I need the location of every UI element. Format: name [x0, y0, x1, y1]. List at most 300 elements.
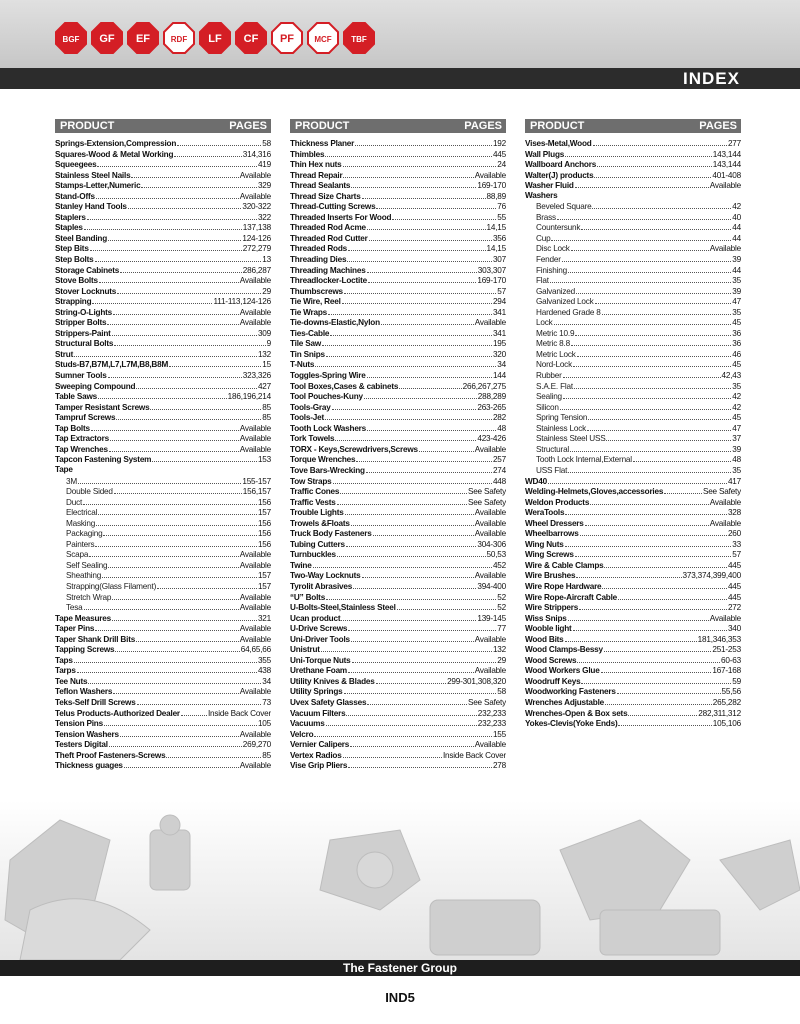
entry-product-name: Truck Body Fasteners: [290, 529, 372, 539]
dot-leader: [399, 381, 461, 389]
entry-pages: 39: [732, 255, 741, 265]
entry-product-name: Duct: [66, 497, 83, 507]
dot-leader: [74, 349, 257, 357]
dot-leader: [343, 159, 497, 167]
entry-pages: 265,282: [712, 697, 741, 707]
dot-leader: [554, 317, 732, 325]
dot-leader: [575, 549, 732, 557]
index-entry: [290, 286, 506, 297]
entry-pages: 157: [257, 508, 271, 518]
dot-leader: [343, 170, 473, 178]
index-entry: [290, 634, 506, 645]
entry-product-name: Cup: [536, 233, 551, 243]
entry-pages: 153: [257, 455, 271, 465]
entry-product-name: S.A.E. Flat: [536, 381, 573, 391]
index-entry: [290, 486, 506, 497]
entry-product-name: Wrenches-Open & Box sets: [525, 708, 628, 718]
entry-product-name: Tie Wraps: [290, 307, 328, 317]
index-entry: [55, 433, 271, 444]
dot-leader: [104, 718, 257, 726]
entry-product-name: Threaded Rods: [290, 244, 347, 254]
entry-pages: 167-168: [712, 666, 741, 676]
dot-leader: [99, 275, 239, 283]
index-subentry: [525, 454, 741, 465]
dot-leader: [664, 486, 702, 494]
index-subentry: [525, 222, 741, 233]
index-entry: [290, 760, 506, 771]
entry-pages: Available: [239, 634, 271, 644]
index-entry: [55, 676, 271, 687]
entry-pages: 303,307: [477, 265, 506, 275]
index-entry: [290, 518, 506, 529]
entry-product-name: Nord-Lock: [536, 360, 572, 370]
index-entry: [55, 423, 271, 434]
dot-leader: [314, 729, 492, 737]
entry-pages: 42: [732, 392, 741, 402]
index-entry: [55, 381, 271, 392]
entry-pages: 356: [492, 233, 506, 243]
index-entry: [290, 423, 506, 434]
dot-leader: [78, 476, 241, 484]
index-entry: [525, 634, 741, 645]
index-subentry: [55, 560, 271, 571]
entry-pages: 46: [732, 349, 741, 359]
entry-product-name: Ties-Cable: [290, 328, 330, 338]
index-subentry: [55, 486, 271, 497]
entry-pages: Available: [709, 244, 741, 254]
entry-pages: 48: [497, 423, 506, 433]
entry-pages: 57: [497, 286, 506, 296]
entry-pages: 44: [732, 233, 741, 243]
entry-product-name: Stover Locknuts: [55, 286, 117, 296]
index-entry: [525, 497, 741, 508]
entry-product-name: Wallboard Anchors: [525, 160, 597, 170]
entry-pages: 45: [732, 360, 741, 370]
entry-product-name: Ucan product: [290, 613, 341, 623]
index-entry: [290, 454, 506, 465]
index-entry: [290, 570, 506, 581]
dot-leader: [74, 655, 257, 663]
entry-product-name: Staplers: [55, 212, 86, 222]
entry-pages: Available: [239, 318, 271, 328]
entry-product-name: Tension Washers: [55, 729, 119, 739]
dot-leader: [113, 307, 239, 315]
dot-leader: [376, 201, 496, 209]
entry-pages: 88,89: [486, 191, 506, 201]
entry-product-name: Tamper Resistant Screws: [55, 402, 150, 412]
entry-pages: 45: [732, 413, 741, 423]
index-subentry: [525, 212, 741, 223]
dot-leader: [152, 454, 257, 462]
index-entry: [290, 180, 506, 191]
entry-pages: 260: [727, 529, 741, 539]
dot-leader: [321, 644, 492, 652]
entry-pages: 288,289: [477, 392, 506, 402]
dot-leader: [345, 507, 474, 515]
entry-pages: Available: [474, 444, 506, 454]
entry-pages: Available: [474, 740, 506, 750]
entry-pages: Available: [474, 508, 506, 518]
entry-pages: 52: [497, 592, 506, 602]
dot-leader: [376, 676, 446, 684]
entry-product-name: Telus Products-Authorized Dealer: [55, 708, 180, 718]
entry-product-name: Wire & Cable Clamps: [525, 560, 604, 570]
index-entry: [290, 222, 506, 233]
entry-product-name: Wire Brushes: [525, 571, 576, 581]
entry-product-name: Tape: [55, 464, 73, 474]
entry-pages: 156: [257, 539, 271, 549]
entry-product-name: Stainless Lock: [536, 423, 586, 433]
dot-leader: [577, 349, 732, 357]
entry-pages: Inside Back Cover: [207, 708, 271, 718]
dot-leader: [574, 381, 731, 389]
entry-product-name: U-Drive Screws: [290, 624, 348, 634]
entry-product-name: Tork Towels: [290, 434, 335, 444]
index-entry: [525, 149, 741, 160]
entry-product-name: Teflon Washers: [55, 687, 113, 697]
entry-product-name: Self Sealing: [66, 560, 108, 570]
index-entry: [55, 180, 271, 191]
entry-pages: 192: [492, 139, 506, 148]
ef-logo: [127, 22, 159, 54]
entry-pages: 37: [732, 434, 741, 444]
dot-leader: [337, 549, 486, 557]
entry-product-name: Painters: [66, 539, 95, 549]
dot-leader: [352, 655, 497, 663]
dot-leader: [368, 275, 476, 283]
dot-leader: [577, 655, 720, 663]
dot-leader: [150, 402, 261, 410]
index-entry: [290, 391, 506, 402]
index-entry: [290, 750, 506, 761]
entry-product-name: Tile Saw: [290, 339, 322, 349]
dot-leader: [397, 602, 497, 610]
entry-product-name: Welding-Helmets,Gloves,accessories: [525, 487, 664, 497]
entry-product-name: Steel Banding: [55, 233, 107, 243]
entry-pages: 44: [732, 223, 741, 233]
index-entry: [55, 412, 271, 423]
entry-product-name: Tin Snips: [290, 349, 325, 359]
logo-text: LF: [208, 33, 222, 45]
entry-pages: Available: [474, 318, 506, 328]
entry-pages: 9: [266, 339, 271, 349]
index-entry: [55, 317, 271, 328]
index-entry: [290, 243, 506, 254]
entry-product-name: Tesa: [66, 603, 83, 613]
dot-leader: [333, 476, 492, 484]
entry-pages: Available: [709, 518, 741, 528]
dot-leader: [557, 212, 731, 220]
entry-product-name: Flat: [536, 276, 549, 286]
dot-leader: [573, 359, 731, 367]
dot-leader: [340, 486, 467, 494]
index-entry: [55, 296, 271, 307]
entry-product-name: Vertex Radios: [290, 750, 342, 760]
index-subentry: [525, 381, 741, 392]
dot-leader: [325, 412, 492, 420]
dot-leader: [367, 265, 477, 273]
index-entry: [290, 328, 506, 339]
entry-pages: 355: [257, 655, 271, 665]
dot-leader: [109, 444, 239, 452]
index-entry: [55, 655, 271, 666]
dot-leader: [565, 634, 697, 642]
lf-logo: [199, 22, 231, 54]
index-entry: [525, 138, 741, 149]
entry-pages: 39: [732, 444, 741, 454]
dot-leader: [571, 243, 709, 251]
index-entry: [525, 170, 741, 181]
dot-leader: [166, 750, 261, 758]
entry-product-name: Tie-downs-Elastic,Nylon: [290, 318, 380, 328]
dot-leader: [348, 623, 496, 631]
index-subentry: [525, 233, 741, 244]
dot-leader: [115, 644, 239, 652]
index-entry: [525, 528, 741, 539]
entry-product-name: Lock: [536, 318, 553, 328]
dot-leader: [367, 370, 492, 378]
entry-product-name: “U” Bolts: [290, 592, 326, 602]
entry-product-name: Thumbscrews: [290, 286, 343, 296]
entry-product-name: Woodworking Fasteners: [525, 687, 616, 697]
entry-product-name: Tool Pouches-Kuny: [290, 392, 363, 402]
entry-pages: 169-170: [477, 276, 506, 286]
dot-leader: [579, 602, 727, 610]
index-entry: [55, 138, 271, 149]
dot-leader: [565, 539, 732, 547]
index-entry: [290, 560, 506, 571]
entry-product-name: 3M: [66, 476, 77, 486]
entry-product-name: Wheel Dressers: [525, 518, 584, 528]
entry-pages: 277: [727, 139, 741, 148]
entry-product-name: Yokes-Clevis(Yoke Ends): [525, 719, 618, 729]
entry-product-name: Traffic Vests: [290, 497, 336, 507]
entry-pages: Available: [709, 497, 741, 507]
entry-product-name: Sweeping Compound: [55, 381, 136, 391]
entry-product-name: Thread Size Charts: [290, 191, 361, 201]
dot-leader: [580, 528, 727, 536]
dot-leader: [95, 254, 262, 262]
entry-product-name: Wire Rope Hardware: [525, 581, 602, 591]
entry-pages: 42: [732, 402, 741, 412]
dot-leader: [174, 149, 242, 157]
index-entry: [55, 191, 271, 202]
index-entry: [290, 254, 506, 265]
column-header-pages: PAGES: [464, 120, 502, 132]
index-entry: [290, 549, 506, 560]
index-entry: [55, 233, 271, 244]
dot-leader: [364, 391, 477, 399]
entry-product-name: Traffic Cones: [290, 487, 340, 497]
dot-leader: [618, 718, 711, 726]
bgf-logo: [55, 22, 87, 54]
entry-pages: 272: [727, 603, 741, 613]
index-entry: [55, 265, 271, 276]
entry-product-name: Threaded Rod Acme: [290, 223, 366, 233]
entry-pages: 263-265: [477, 402, 506, 412]
dot-leader: [604, 644, 711, 652]
index-entry: [290, 729, 506, 740]
index-entry: [290, 359, 506, 370]
index-entry: [290, 592, 506, 603]
dot-leader: [366, 465, 492, 473]
dot-leader: [95, 539, 257, 547]
index-entry: [55, 307, 271, 318]
index-entry: [55, 402, 271, 413]
entry-pages: 85: [262, 402, 271, 412]
entry-product-name: Metric Lock: [536, 349, 576, 359]
index-entry: [525, 180, 741, 191]
dot-leader: [344, 286, 496, 294]
entry-product-name: Wing Screws: [525, 550, 574, 560]
dot-leader: [326, 349, 492, 357]
index-column-2: [290, 119, 506, 771]
column-header-pages: PAGES: [229, 120, 267, 132]
dot-leader: [341, 613, 476, 621]
entry-pages: Available: [239, 603, 271, 613]
entry-pages: 452: [492, 560, 506, 570]
entry-pages: 55: [497, 212, 506, 222]
entry-pages: 105: [257, 719, 271, 729]
entry-product-name: Uvex Safety Glasses: [290, 697, 367, 707]
entry-product-name: Threadlocker-Loctite: [290, 276, 367, 286]
entry-pages: 329: [257, 181, 271, 191]
index-entry: [55, 708, 271, 719]
entry-pages: 257: [492, 455, 506, 465]
entry-product-name: Tools-Gray: [290, 402, 331, 412]
dot-leader: [332, 402, 477, 410]
dot-leader: [131, 170, 238, 178]
entry-pages: 50,53: [486, 550, 506, 560]
entry-product-name: Vise Grip Pliers: [290, 761, 348, 771]
entry-product-name: Thimbles: [290, 149, 325, 159]
entry-product-name: Tap Extractors: [55, 434, 109, 444]
entry-pages: Available: [709, 181, 741, 191]
entry-pages: 29: [262, 286, 271, 296]
entry-pages: 105,106: [712, 719, 741, 729]
entry-pages: 52: [497, 603, 506, 613]
index-subentry: [525, 391, 741, 402]
entry-product-name: Strapping: [55, 297, 92, 307]
index-entry: [290, 370, 506, 381]
entry-pages: 13: [262, 255, 271, 265]
entry-pages: 156: [257, 529, 271, 539]
index-entry: [55, 750, 271, 761]
index-subentry: [525, 423, 741, 434]
index-subentry: [525, 359, 741, 370]
entry-pages: 417: [727, 476, 741, 486]
entry-product-name: Rubber: [536, 371, 562, 381]
entry-pages: 232,233: [477, 719, 506, 729]
dot-leader: [373, 528, 474, 536]
tbf-logo: [343, 22, 375, 54]
index-entry: [55, 222, 271, 233]
index-entry: [525, 191, 741, 202]
entry-pages: 34: [497, 360, 506, 370]
entry-product-name: WeraTools: [525, 508, 565, 518]
entry-pages: 143,144: [712, 160, 741, 170]
index-subentry: [525, 433, 741, 444]
index-entry: [290, 581, 506, 592]
entry-product-name: Tooth Lock Washers: [290, 423, 367, 433]
entry-product-name: Packaging: [66, 529, 103, 539]
entry-pages: 299-301,308,320: [447, 676, 506, 686]
dot-leader: [351, 180, 476, 188]
index-entry: [525, 486, 741, 497]
entry-product-name: Thread Repair: [290, 170, 343, 180]
entry-pages: See Safety: [467, 497, 506, 507]
index-entry: [525, 581, 741, 592]
entry-product-name: Threading Dies: [290, 255, 347, 265]
entry-product-name: Taper Pins: [55, 624, 95, 634]
dot-leader: [346, 708, 476, 716]
entry-pages: 58: [497, 687, 506, 697]
entry-pages: 445: [727, 592, 741, 602]
entry-pages: 155-157: [242, 476, 271, 486]
dot-leader: [565, 149, 712, 157]
entry-product-name: Storage Cabinets: [55, 265, 120, 275]
entry-product-name: Wire Strippers: [525, 603, 579, 613]
entry-product-name: Galvanized: [536, 286, 575, 296]
dot-leader: [548, 476, 727, 484]
dot-leader: [136, 634, 239, 642]
dot-leader: [568, 465, 731, 473]
entry-product-name: Wall Plugs: [525, 149, 565, 159]
index-entry: [290, 497, 506, 508]
entry-pages: 157: [257, 571, 271, 581]
entry-pages: Available: [239, 687, 271, 697]
index-entry: [290, 528, 506, 539]
index-entry: [290, 317, 506, 328]
index-entry: [290, 201, 506, 212]
entry-pages: 29: [497, 655, 506, 665]
index-header-bar: [0, 68, 800, 89]
entry-pages: 35: [732, 465, 741, 475]
entry-product-name: Hardened Grade 8: [536, 307, 601, 317]
dot-leader: [91, 423, 239, 431]
entry-product-name: Threaded Rod Cutter: [290, 233, 368, 243]
index-entry: [525, 665, 741, 676]
entry-product-name: Sheathing: [66, 571, 102, 581]
index-subentry: [525, 254, 741, 265]
index-entry: [290, 686, 506, 697]
entry-pages: 419: [257, 160, 271, 170]
entry-pages: 266,267,275: [462, 381, 506, 391]
index-entry: [55, 286, 271, 297]
entry-pages: 77: [497, 624, 506, 634]
entry-pages: 304-306: [477, 539, 506, 549]
mcf-logo: [307, 22, 339, 54]
dot-leader: [330, 328, 492, 336]
dot-leader: [592, 201, 731, 209]
entry-pages: See Safety: [467, 697, 506, 707]
dot-leader: [98, 507, 257, 515]
index-subentry: [525, 201, 741, 212]
entry-product-name: Velcro: [290, 729, 314, 739]
index-entry: [290, 275, 506, 286]
page-title: INDEX: [683, 69, 740, 88]
dot-leader: [120, 265, 242, 273]
dot-leader: [367, 222, 486, 230]
index-entry: [290, 233, 506, 244]
entry-pages: 321: [257, 613, 271, 623]
entry-pages: 85: [262, 750, 271, 760]
dot-leader: [88, 676, 261, 684]
index-entry: [290, 539, 506, 550]
entry-pages: Available: [239, 550, 271, 560]
entry-pages: 47: [732, 297, 741, 307]
index-entry: [525, 708, 741, 719]
